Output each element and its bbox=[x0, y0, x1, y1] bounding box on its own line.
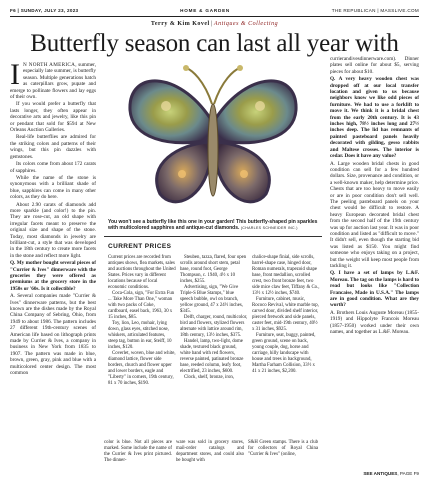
current-prices-box bbox=[104, 236, 322, 473]
price-item: chalice-shape finial, side scrolls, barrel-shape case, hinged door, Roman numerals, trapezoid shape base, front medallion, scrolled crest, two front bronze feet, two side mice claw feet, Tiffany & Co., 13½ x 12½ inches, $740. bbox=[252, 255, 320, 296]
price-item: Steuben, tazza, flared, four open scrolls around short stem, petal base, round foot, George Thompson, c. 1940, 4½ x 10 inches, $255. bbox=[180, 255, 247, 284]
jump-line bbox=[363, 471, 419, 476]
right-answer-2: A. Brothers Louis Auguste Moreau (1855-1919) and Hippolyte Francois Moreau (1857-1950) worked under their own names, and together as L.&F. Moreau. bbox=[330, 309, 419, 336]
butterfly-photo bbox=[108, 60, 318, 216]
price-item: Delft, charger, round, multicolor, bird and flowers, stylized flowers alternate with lattice around rim, 18th century, 13½ inches, $375. bbox=[180, 315, 248, 338]
section-name: HOME & GARDEN bbox=[180, 7, 231, 13]
mid-col-b bbox=[176, 440, 244, 465]
left-p6: About 2.90 carats of diamonds add more sparkle (and color!) to the pin. They are rose-cut, an old shape with irregular facets meant to preserve the original size and shape of the stone. Today, most diamonds in jewelry are brilliant-cut, a style that was developed in the 18th century to create more facets in the stone and reflect more light. bbox=[10, 201, 96, 259]
mid-col-a bbox=[104, 440, 172, 465]
jump-label: SEE ANTIQUES bbox=[363, 471, 398, 476]
paper-name: THE REPUBLICAN | MASSLIVE.COM bbox=[331, 7, 419, 13]
lead-caps: N NORTH AMERICA, bbox=[23, 62, 77, 68]
byline bbox=[0, 21, 429, 27]
butterfly-pin-image bbox=[108, 60, 318, 216]
page-date: F6 | SUNDAY, JULY 23, 2023 bbox=[10, 7, 79, 13]
caption-text: You won't see a butterfly like this one in your garden! This butterfly-shaped pin sparkles with multicolored sapphires and antique-cut diamonds. bbox=[108, 219, 318, 231]
right-p0: currierandivesdinnerware.com). Dinner plates sell online for about $5, serving pieces for about $10. bbox=[330, 56, 419, 75]
price-item: Coverlet, woven, blue and white, diamond lattice, flower side borders, church and flower upper and lower borders, eagle and "Liberty" in corners, 19th century, 81 x 70 inches, $190. bbox=[108, 351, 176, 386]
top-rule bbox=[10, 16, 419, 17]
price-item: Toy, lion, Leo, mohair, lying down, glass eyes, stitched nose, whiskers, articulated features, steep tag, button in ear, Steiff, 10 inches, $120. bbox=[108, 321, 172, 350]
price-item: Clock, shelf, bronze, iron, bbox=[184, 375, 234, 380]
current-prices-title: CURRENT PRICES bbox=[108, 243, 172, 250]
byline-topic: Antiques & Collecting bbox=[213, 21, 279, 27]
byline-separator: | bbox=[211, 21, 214, 27]
byline-authors: Terry & Kim Kovel bbox=[150, 21, 210, 27]
price-item: Handel, lamp, two-light, dome shade, textured black ground, white band with red flowers, reverse painted, patinated bronze base, reeded column, leafy foot, electrified, 23 inches, $600. bbox=[180, 339, 244, 374]
right-answer-1: A. Large wooden bridal chests in good condition can sell for a few hundred dollars. Size, provenance and condition, or a well-known maker, help determine price. Chests that are too heavy to move easily or are in poor condition don't sell well. The peeling pasteboard panels on your chest would be difficult to restore. A heavy European decorated bridal chest from the second half of the 19th century was up for auction last year. It was in poor condition and listed as "difficult to move." It didn't sell, even though the starting bid was listed as $150. You might find someone who enjoys taking on a project, but the weight will keep most people from tackling it. bbox=[330, 160, 419, 269]
mid-p3: S&H Green stamps. There is a club for collectors of Royal China "Currier & Ives" (online, bbox=[248, 440, 318, 457]
headline: Butterfly season can last all year with bbox=[30, 30, 399, 57]
jump-page: , PAGE F9 bbox=[397, 471, 419, 476]
right-question-2: Q. I have a set of lamps by L.&F. Moreau. The tag on the lamps is hard to read but looks like "Collection Francaise, Made in U.S.A." The lamps are in good condition. What are they worth? bbox=[330, 270, 419, 309]
left-question: Q. My mother bought several pieces of "Currier & Ives" dinnerware with the groceries they were offered as premiums at the grocery store in the 1950s or '60s. Is it collectible? bbox=[10, 260, 96, 292]
mid-p2: ware was sold in grocery stores, mail-order catalogs and department stores, and could also be bought with bbox=[176, 440, 244, 463]
left-p4: Its colors come from about 172 carats of sapphires. bbox=[10, 161, 96, 174]
left-p2: If you would prefer a butterfly that lasts longer, they often appear in decorative arts and jewelry, like this pin or pendant that sold for $594 at New Orleans Auction Galleries. bbox=[10, 101, 96, 134]
left-p5: While the name of the stone is synonymous with a brilliant shade of blue, sapphires can come in many other colors, as they do here. bbox=[10, 174, 96, 201]
mid-col-c bbox=[248, 440, 318, 459]
mid-p1: color is blue. Not all pieces are marked. Some include the name of the Currier & Ives print pictured. The dinner- bbox=[104, 440, 172, 463]
right-column bbox=[330, 56, 419, 336]
price-item: Coca-Cola, sign, "For Extra Fun ... Take More Than One," woman with two packs of Coke, cardboard, easel back, 1963, 30 x 15 inches, $85. bbox=[108, 291, 175, 320]
price-item: Furniture, cabinet, music, Rococo Revival, white marble top, carved door, divided shelf interior, pierced fretwork and side panels, caster feet, mid-19th century, 40½ x 31 inches, $925. bbox=[252, 297, 319, 332]
price-item: Advertising, sign, "We Give Triple-S Blue Stamps," blue speech bubble, owl on branch, yellow ground, 47 x 24½ inches, $345. bbox=[180, 285, 243, 314]
masthead bbox=[10, 5, 419, 15]
drop-cap: I bbox=[10, 58, 20, 91]
left-p3: Real-life butterflies are admired for the striking colors and patterns of their wings, but this pin dazzles with gemstones. bbox=[10, 134, 96, 160]
price-intro: Current prices are recorded from antiques shows, flea markets, sales and auctions throughout the United States. Prices vary in different locations because of local economic conditions. bbox=[108, 255, 176, 290]
prices-col-3 bbox=[252, 255, 320, 375]
photo-caption bbox=[108, 219, 318, 231]
prices-col-2 bbox=[180, 255, 248, 381]
left-column bbox=[10, 58, 96, 378]
caption-credit: (CHARLES SCHNEIDER INC.) bbox=[240, 226, 298, 230]
price-item: Furniture, seat, buggy, painted, green ground, scene on back, young couple, dog, horse and carriage, hilly landscape with house and trees in background, Martha Farham Collision, 33½ x 41 x 21 inches, $2,200. bbox=[252, 333, 316, 374]
left-p1: summer, especially late summer, is butterfly season. Multiple generations hatch as caterpillars grow, pupate and emerge to pollinate flowers and lay eggs of their own. bbox=[10, 62, 96, 101]
lead-paragraph bbox=[10, 58, 96, 101]
left-answer: A. Several companies made "Currier & Ives" dinnerware patterns, but the best known are the dishes made by the Royal China Company of Sebring, Ohio, from 1949 to about 1986. The pattern includes 27 different 19th-century scenes of American life based on lithograph prints made by Currier & Ives, a company in business in New York from 1835 to 1907. The pattern was made in blue, brown, green, gray, pink and blue with a multicolored center design. The most common bbox=[10, 293, 96, 377]
prices-col-1 bbox=[108, 255, 176, 387]
right-question-1: Q. A very heavy wooden chest was dropped off at our local transfer location and given to us because neighbors know we like odd pieces of furniture. We had to use a forklift to move it. We think it is a bridal chest from the early 20th century. It is 43 inches high, 78½ inches long and 27½ inches deep. The lid has remnants of painted pasteboard panels heavily decorated with gilding, gesso rabbits and Maltese crosses. The interior is cedar. Does it have any value? bbox=[330, 76, 419, 160]
